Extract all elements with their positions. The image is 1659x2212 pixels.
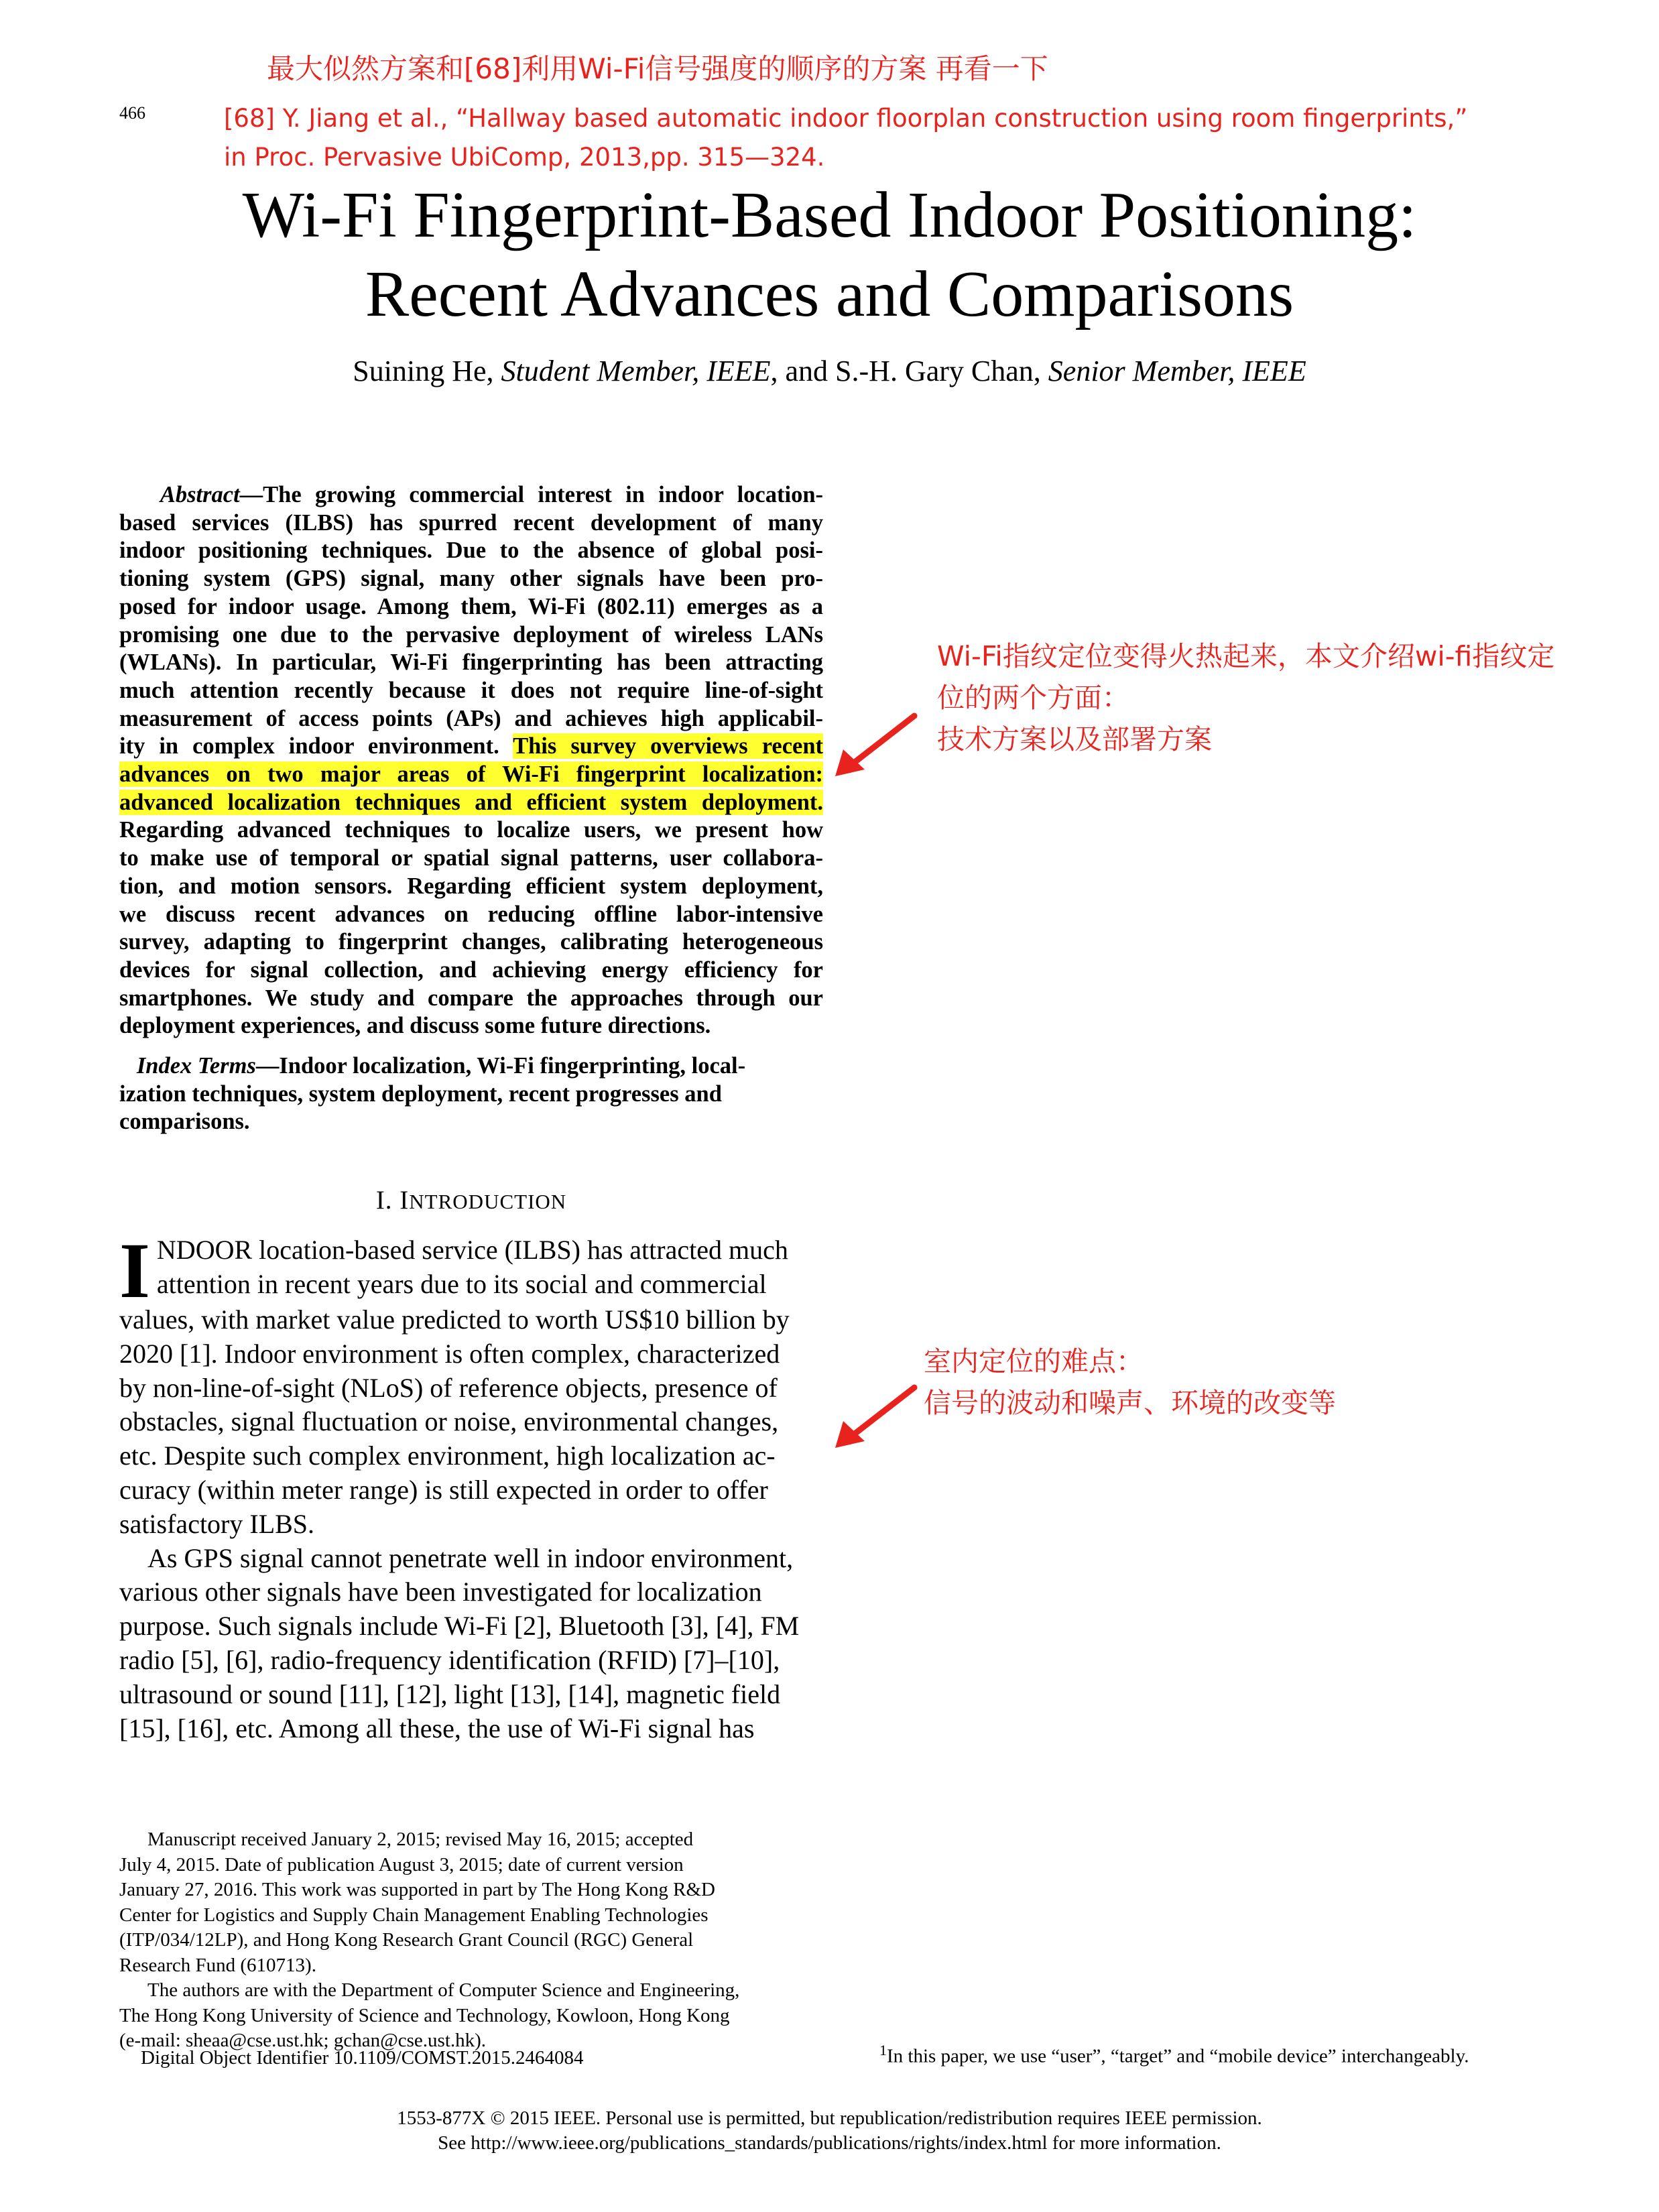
- abstract-line: indoor positioning techniques. Due to the absence of global posi-: [119, 538, 823, 564]
- index-terms: [119, 1052, 823, 1136]
- author-role: Senior Member, IEEE: [1048, 355, 1306, 387]
- footnote-line: (e-mail: sheaa@cse.ust.hk; gchan@cse.ust.hk).: [119, 2030, 487, 2051]
- body-line: As GPS signal cannot penetrate well in indoor environment,: [147, 1542, 794, 1573]
- footnote-line: (ITP/034/12LP), and Hong Kong Research Grant Council (RGC) General: [119, 1929, 694, 1951]
- body-line: etc. Despite such complex environment, high localization ac-: [119, 1440, 776, 1471]
- abstract-line: tion, and motion sensors. Regarding efficient system deployment,: [119, 873, 823, 899]
- body-line: ultrasound or sound [11], [12], light [13], [14], magnetic field: [119, 1678, 781, 1709]
- abstract-line: [119, 789, 823, 817]
- body-line: satisfactory ILBS.: [119, 1508, 315, 1539]
- body-line: NDOOR location-based service (ILBS) has attracted much: [156, 1235, 788, 1265]
- author-separator: , and S.-H. Gary Chan,: [770, 355, 1048, 387]
- body-line: purpose. Such signals include Wi-Fi [2], Bluetooth [3], [4], FM: [119, 1611, 800, 1642]
- introduction-body: [119, 1227, 823, 1745]
- abstract-line: [119, 733, 823, 761]
- paper-title: [0, 176, 1659, 334]
- drop-cap: I: [119, 1227, 150, 1314]
- author-name: Suining He,: [353, 355, 501, 387]
- arrow-icon: [828, 1379, 922, 1453]
- manuscript-footnote: [119, 1827, 823, 2054]
- index-terms-line: [119, 1052, 823, 1081]
- body-line: 2020 [1]. Indoor environment is often complex, characterized: [119, 1338, 780, 1369]
- footnote-right: [879, 2042, 1469, 2068]
- abstract-line: devices for signal collection, and achieving energy efficiency for: [119, 957, 823, 983]
- abstract-line: [119, 481, 823, 509]
- abstract-line: measurement of access points (APs) and achieves high applicabil-: [119, 705, 823, 731]
- annotation-reference-line: [68] Y. Jiang et al., “Hallway based automatic indoor floorplan construction using room fingerprints,”: [224, 104, 1468, 133]
- highlighted-text: advances on two major areas of Wi-Fi fingerprint localization:: [119, 761, 823, 788]
- title-line: Recent Advances and Comparisons: [365, 258, 1294, 330]
- footer-line: See http://www.ieee.org/publications_standards/publications/rights/index.html for more information.: [438, 2132, 1221, 2154]
- index-terms-dash: —: [255, 1053, 280, 1079]
- annotation-intro-note: [924, 1341, 1336, 1424]
- footnote-line: Manuscript received January 2, 2015; revised May 16, 2015; accepted: [147, 1829, 694, 1850]
- section-title: NTRODUCTION: [409, 1190, 567, 1213]
- body-line: values, with market value predicted to worth US$10 billion by: [119, 1304, 790, 1335]
- section-heading: [119, 1185, 823, 1215]
- highlighted-text: This survey overviews recent: [513, 733, 823, 759]
- body-line: obstacles, signal fluctuation or noise, environmental changes,: [119, 1406, 779, 1437]
- highlighted-text: advanced localization techniques and efficient system deployment.: [119, 789, 823, 815]
- annotation-line: 位的两个方面：: [937, 682, 1129, 714]
- annotation-line: 信号的波动和噪声、环境的改变等: [924, 1387, 1336, 1419]
- annotation-reference-note: [224, 99, 1467, 177]
- annotation-line: 室内定位的难点：: [924, 1345, 1144, 1377]
- body-line: [15], [16], etc. Among all these, the use of Wi-Fi signal has: [119, 1713, 755, 1743]
- footer-line: 1553-877X © 2015 IEEE. Personal use is permitted, but republication/redistribution requires IEEE permission.: [397, 2107, 1262, 2129]
- footnote-line: The Hong Kong University of Science and Technology, Kowloon, Hong Kong: [119, 2004, 730, 2026]
- abstract-line: much attention recently because it does not require line-of-sight: [119, 677, 823, 703]
- footnote-line: Research Fund (610713).: [119, 1954, 316, 1976]
- abstract: [119, 481, 823, 1040]
- abstract-line: tioning system (GPS) signal, many other signals have been pro-: [119, 566, 823, 592]
- abstract-line: deployment experiences, and discuss some future directions.: [119, 1013, 711, 1039]
- annotation-line: Wi-Fi指纹定位变得火热起来，本文介绍wi-fi指纹定: [937, 640, 1555, 672]
- author-line: [0, 354, 1659, 388]
- footnote-line: July 4, 2015. Date of publication August 3, 2015; date of current version: [119, 1853, 684, 1876]
- body-line: attention in recent years due to its social and commercial: [156, 1268, 767, 1299]
- arrow-icon: [828, 708, 922, 782]
- index-terms-line: comparisons.: [119, 1109, 250, 1135]
- section-number: I. I: [375, 1186, 410, 1215]
- index-terms-line: ization techniques, system deployment, recent progresses and: [119, 1081, 722, 1107]
- author-role: Student Member, IEEE: [501, 355, 771, 387]
- body-line: curacy (within meter range) is still expected in order to offer: [119, 1474, 768, 1505]
- footnote-text: In this paper, we use “user”, “target” and “mobile device” interchangeably.: [887, 2045, 1469, 2067]
- footnote-line: The authors are with the Department of Computer Science and Engineering,: [147, 1979, 740, 2001]
- footnote-line: Center for Logistics and Supply Chain Management Enabling Technologies: [119, 1904, 709, 1926]
- abstract-line: promising one due to the pervasive deployment of wireless LANs: [119, 621, 823, 648]
- footnote-mark: 1: [879, 2042, 887, 2059]
- annotation-reference-line: in Proc. Pervasive UbiComp, 2013,pp. 315—324.: [224, 143, 825, 172]
- abstract-label: Abstract: [160, 482, 240, 507]
- annotation-abstract-note: [937, 635, 1554, 760]
- doi: Digital Object Identifier 10.1109/COMST.2015.2464084: [141, 2047, 584, 2069]
- abstract-line: [119, 761, 823, 789]
- body-line: radio [5], [6], radio-frequency identification (RFID) [7]–[10],: [119, 1644, 780, 1675]
- footnote-line: January 27, 2016. This work was supported in part by The Hong Kong R&D: [119, 1879, 715, 1900]
- annotation-top-note: 最大似然方案和[68]利用Wi-Fi信号强度的顺序的方案 再看一下: [267, 52, 1048, 85]
- abstract-text: The growing commercial interest in indoor location-: [263, 482, 824, 507]
- abstract-line: smartphones. We study and compare the approaches through our: [119, 985, 823, 1011]
- body-line: various other signals have been investigated for localization: [119, 1577, 762, 1607]
- body-line: by non-line-of-sight (NLoS) of reference objects, presence of: [119, 1372, 778, 1403]
- abstract-line: posed for indoor usage. Among them, Wi-Fi (802.11) emerges as a: [119, 593, 823, 619]
- title-line: Wi-Fi Fingerprint-Based Indoor Positioning:: [242, 179, 1417, 251]
- copyright-footer: [0, 2106, 1659, 2156]
- abstract-line: Regarding advanced techniques to localize users, we present how: [119, 817, 823, 843]
- abstract-line: to make use of temporal or spatial signal patterns, user collabora-: [119, 845, 823, 871]
- abstract-line: survey, adapting to fingerprint changes, calibrating heterogeneous: [119, 929, 823, 955]
- abstract-dash: —: [239, 482, 263, 507]
- page-number: 466: [119, 103, 145, 123]
- annotation-line: 技术方案以及部署方案: [937, 723, 1212, 755]
- abstract-line: we discuss recent advances on reducing offline labor-intensive: [119, 901, 823, 927]
- abstract-line: (WLANs). In particular, Wi-Fi fingerprinting has been attracting: [119, 650, 823, 676]
- abstract-line: based services (ILBS) has spurred recent development of many: [119, 509, 823, 536]
- index-terms-text: Indoor localization, Wi-Fi fingerprinting, local-: [279, 1053, 746, 1079]
- abstract-text: ity in complex indoor environment.: [119, 733, 513, 759]
- index-terms-label: Index Terms: [136, 1053, 256, 1079]
